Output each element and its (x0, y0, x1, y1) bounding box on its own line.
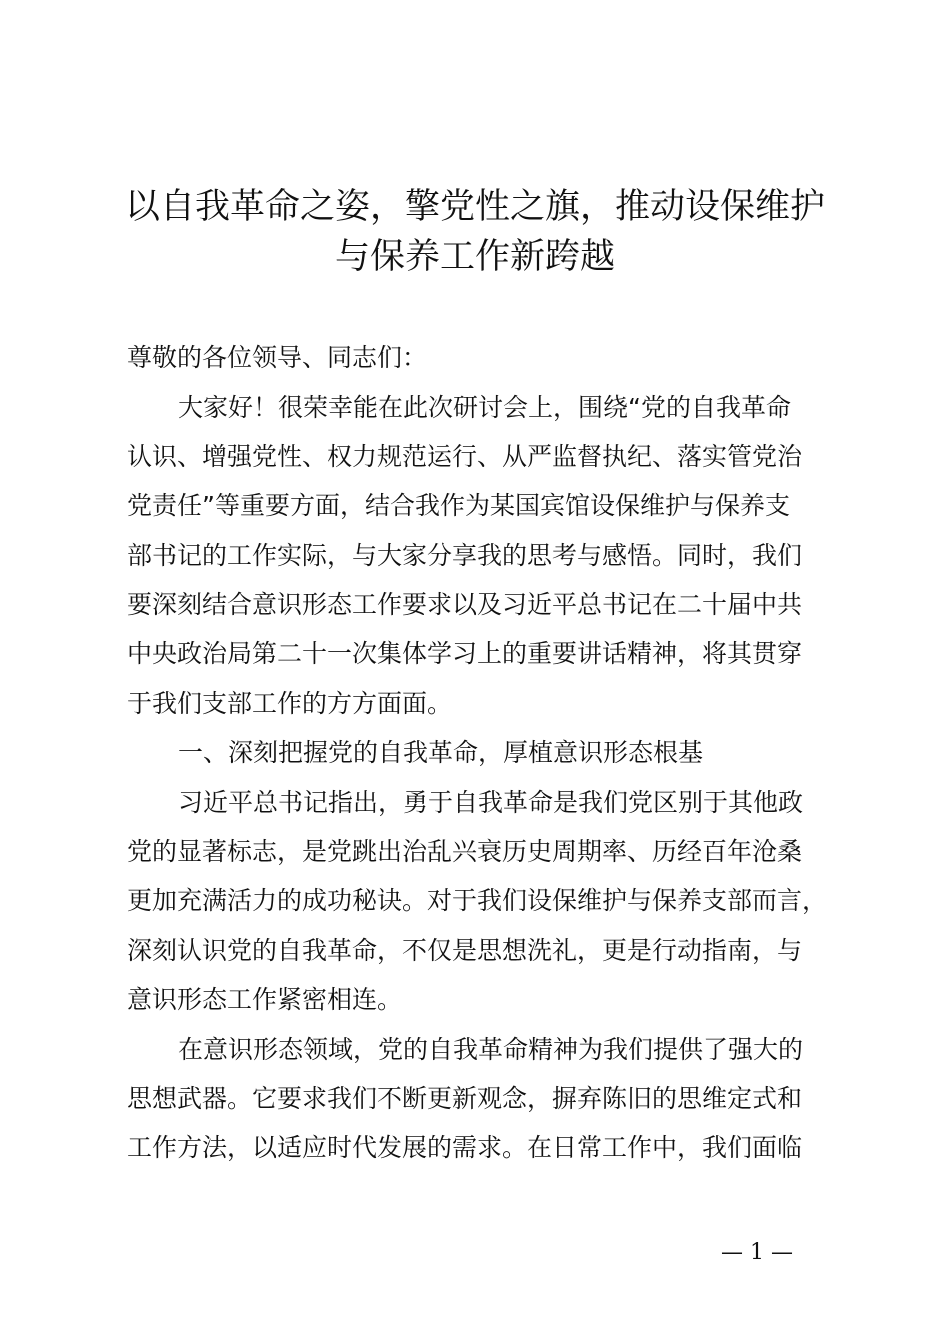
paragraph-2-line: 习近平总书记指出，勇于自我革命是我们党区别于其他政 (178, 788, 804, 817)
paragraph-1-line: 认识、增强党性、权力规范运行、从严监督执纪、落实管党治 (127, 442, 803, 471)
document-title-line-2: 与保养工作新跨越 (334, 237, 615, 277)
paragraph-1-line: 于我们支部工作的方方面面。 (127, 689, 453, 718)
paragraph-2-line: 更加充满活力的成功秘诀。对于我们设保维护与保养支部而言， (127, 886, 828, 915)
salutation: 尊敬的各位领导、同志们： (127, 343, 428, 372)
paragraph-1-line: 部书记的工作实际，与大家分享我的思考与感悟。同时，我们 (127, 541, 803, 570)
paragraph-3-line: 在意识形态领域，党的自我革命精神为我们提供了强大的 (178, 1035, 804, 1064)
paragraph-3-line: 工作方法，以适应时代发展的需求。在日常工作中，我们面临 (127, 1133, 803, 1162)
paragraph-2-line: 党的显著标志，是党跳出治乱兴衰历史周期率、历经百年沧桑 (127, 837, 803, 866)
paragraph-1-line: 要深刻结合意识形态工作要求以及习近平总书记在二十届中共 (127, 590, 803, 619)
document-title-line-1: 以自我革命之姿，擎党性之旗，推动设保维护 (124, 187, 825, 227)
paragraph-1-line: 大家好！很荣幸能在此次研讨会上，围绕“党的自我革命 (178, 393, 791, 422)
paragraph-3-line: 思想武器。它要求我们不断更新观念，摒弃陈旧的思维定式和 (127, 1084, 803, 1113)
paragraph-2-line: 深刻认识党的自我革命，不仅是思想洗礼，更是行动指南，与 (127, 936, 803, 965)
page-number: — 1 — (721, 1240, 793, 1265)
section-1-heading: 一、深刻把握党的自我革命，厚植意识形态根基 (178, 738, 704, 767)
paragraph-2-line: 意识形态工作紧密相连。 (127, 985, 403, 1014)
paragraph-1-line: 中央政治局第二十一次集体学习上的重要讲话精神，将其贯穿 (127, 639, 803, 668)
paragraph-1-line: 党责任”等重要方面，结合我作为某国宾馆设保维护与保养支 (127, 491, 790, 520)
